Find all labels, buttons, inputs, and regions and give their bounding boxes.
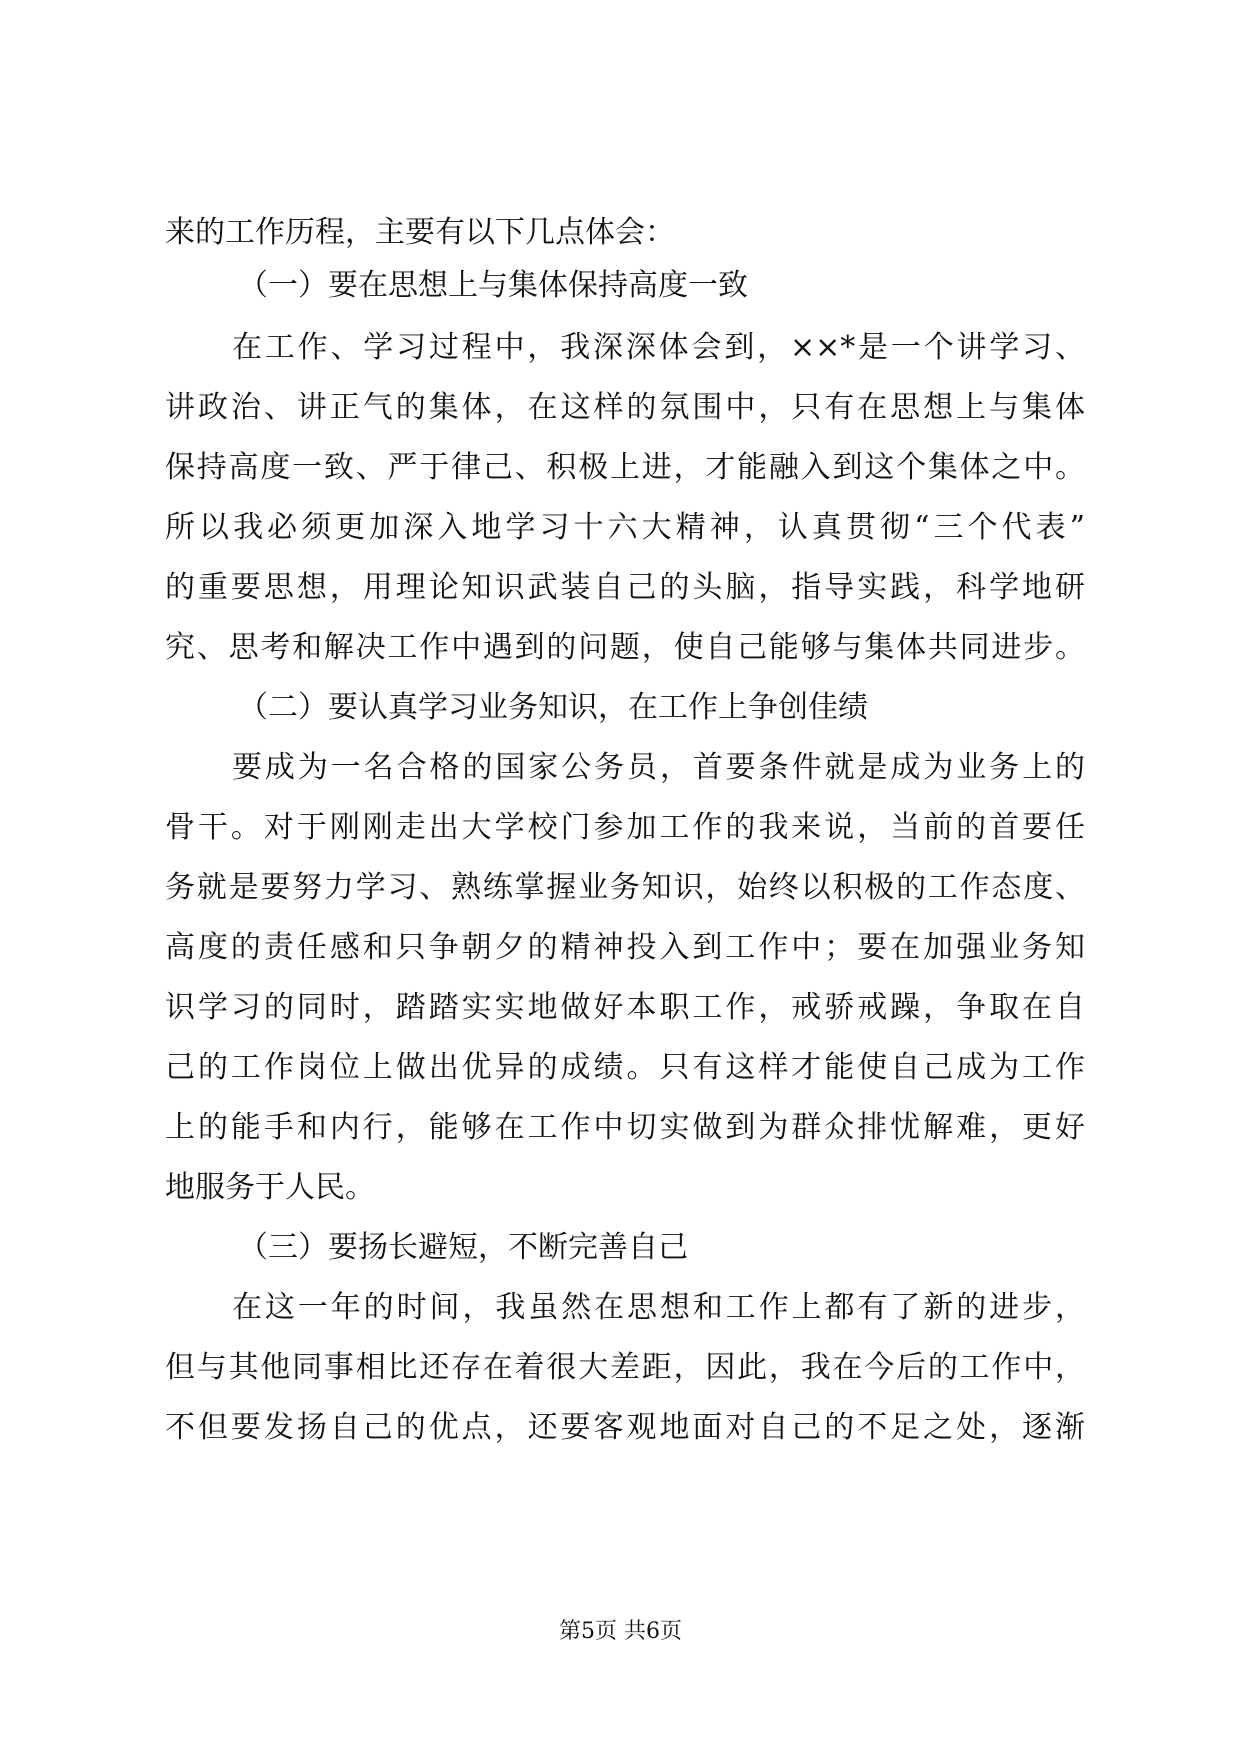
page-number-footer: 第5页 共6页 xyxy=(559,1619,682,1644)
paragraph-line: 保持高度一致、严于律己、积极上进，才能融入到这个集体之中。 xyxy=(165,450,1085,485)
section-heading-1: （一）要在思想上与集体保持高度一致 xyxy=(238,268,748,303)
paragraph-line: 的重要思想，用理论知识武装自己的头脑，指导实践，科学地研 xyxy=(165,570,1085,605)
section-heading-3: （三）要扬长避短，不断完善自己 xyxy=(238,1230,688,1265)
paragraph-line: 上的能手和内行，能够在工作中切实做到为群众排忧解难，更好 xyxy=(165,1110,1085,1145)
section-heading-2: （二）要认真学习业务知识，在工作上争创佳绩 xyxy=(238,690,868,725)
paragraph-line: 地服务于人民。 xyxy=(165,1170,375,1205)
paragraph-line: 在工作、学习过程中，我深深体会到，××*是一个讲学习、 xyxy=(232,330,1085,365)
paragraph-line: 要成为一名合格的国家公务员，首要条件就是成为业务上的 xyxy=(232,750,1085,785)
paragraph-line: 骨干。对于刚刚走出大学校门参加工作的我来说，当前的首要任 xyxy=(165,810,1085,845)
paragraph-line: 所以我必须更加深入地学习十六大精神，认真贯彻“三个代表” xyxy=(165,510,1085,545)
paragraph-line: 讲政治、讲正气的集体，在这样的氛围中，只有在思想上与集体 xyxy=(165,390,1085,425)
paragraph-line: 务就是要努力学习、熟练掌握业务知识，始终以积极的工作态度、 xyxy=(165,870,1085,905)
paragraph-line: 识学习的同时，踏踏实实地做好本职工作，戒骄戒躁，争取在自 xyxy=(165,990,1085,1025)
paragraph-line: 己的工作岗位上做出优异的成绩。只有这样才能使自己成为工作 xyxy=(165,1050,1085,1085)
paragraph-line: 在这一年的时间，我虽然在思想和工作上都有了新的进步， xyxy=(232,1290,1085,1325)
paragraph-line: 来的工作历程，主要有以下几点体会： xyxy=(165,215,675,250)
paragraph-line: 究、思考和解决工作中遇到的问题，使自己能够与集体共同进步。 xyxy=(165,630,1085,665)
paragraph-line: 高度的责任感和只争朝夕的精神投入到工作中；要在加强业务知 xyxy=(165,930,1085,965)
paragraph-line: 但与其他同事相比还存在着很大差距，因此，我在今后的工作中， xyxy=(165,1350,1085,1385)
paragraph-line: 不但要发扬自己的优点，还要客观地面对自己的不足之处，逐渐 xyxy=(165,1410,1085,1445)
